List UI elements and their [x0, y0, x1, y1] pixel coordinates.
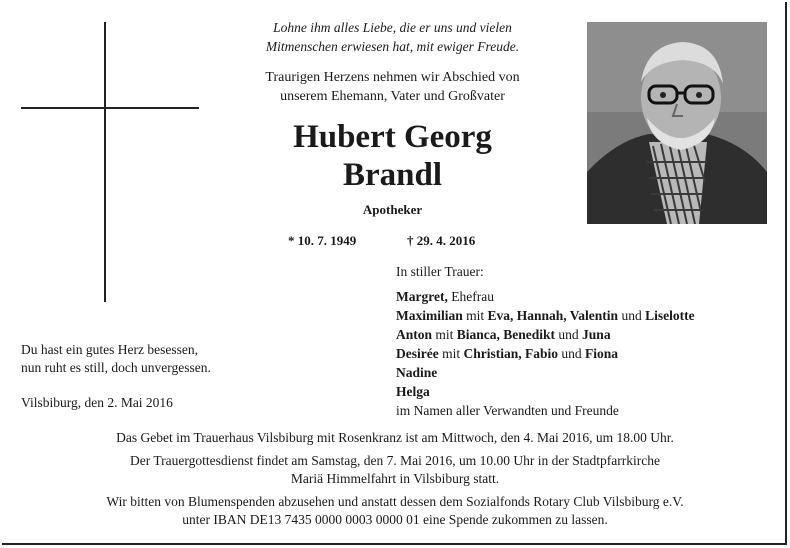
- mourner-row: [396, 382, 781, 401]
- mourner-row: [396, 401, 781, 420]
- mourner-relation-text: und: [618, 308, 646, 323]
- birth-date: * 10. 7. 1949: [288, 233, 357, 248]
- mourners-label: In stiller Trauer:: [396, 264, 484, 279]
- intro-line: Traurigen Herzens nehmen wir Abschied von: [265, 70, 520, 85]
- mourner-name: Helga: [396, 384, 430, 399]
- mourner-name: Maximilian: [396, 308, 463, 323]
- cross-icon-horizontal: [21, 107, 199, 109]
- service-notice: [10, 452, 780, 488]
- service-line: Mariä Himmelfahrt in Vilsbiburg statt.: [290, 471, 500, 486]
- mourner-name: Bianca, Benedikt: [456, 327, 556, 342]
- mourner-name: Fiona: [585, 346, 619, 361]
- motto: [215, 18, 570, 56]
- intro-line: unserem Ehemann, Vater und Großvater: [280, 89, 505, 104]
- portrait-image: [587, 22, 767, 224]
- mourner-row: [396, 306, 781, 325]
- motto-line: Lohne ihm alles Liebe, die er uns und vielen: [273, 20, 512, 35]
- deceased-name: [215, 118, 570, 194]
- cross-icon-vertical: [104, 22, 106, 302]
- mourner-relation-text: Ehefrau: [447, 289, 494, 304]
- mourner-relation-text: und: [558, 346, 586, 361]
- portrait-photo: [587, 22, 767, 224]
- motto-line: Mitmenschen erwiesen hat, mit ewiger Freude.: [265, 39, 520, 54]
- donation-line: Wir bitten von Blumenspenden abzusehen und anstatt dessen dem Sozialfonds Rotary Club Vilsbiburg e.V.: [106, 494, 684, 509]
- mourner-relation-text: mit: [462, 308, 488, 323]
- mourner-relation-text: mit: [438, 346, 464, 361]
- verse-line: Du hast ein gutes Herz besessen,: [21, 342, 198, 357]
- mourner-name: Eva, Hannah, Valentin: [487, 308, 619, 323]
- mourner-row: [396, 287, 781, 306]
- mourner-row: [396, 344, 781, 363]
- verse-line: nun ruht es still, doch unvergessen.: [21, 360, 211, 375]
- donation-line: unter IBAN DE13 7435 0000 0003 0000 01 eine Spende zukommen zu lassen.: [182, 512, 608, 527]
- intro-text: [215, 68, 570, 106]
- mourner-name: Desirée: [396, 346, 439, 361]
- mourner-name: Nadine: [396, 365, 438, 380]
- mourner-relation-text: und: [555, 327, 583, 342]
- prayer-notice: Das Gebet im Trauerhaus Vilsbiburg mit Rosenkranz ist am Mittwoch, den 4. Mai 2016, um 18.00 Uhr.: [116, 430, 674, 445]
- place-date: Vilsbiburg, den 2. Mai 2016: [21, 395, 173, 410]
- death-date: † 29. 4. 2016: [407, 233, 476, 248]
- mourner-rows: [396, 287, 781, 420]
- mourner-row: [396, 363, 781, 382]
- mourner-name: Margret,: [396, 289, 448, 304]
- service-line: Der Trauergottesdienst findet am Samstag, den 7. Mai 2016, um 10.00 Uhr in der Stadtpfarrkirche: [130, 453, 660, 468]
- donation-notice: [10, 493, 780, 529]
- mourner-name: Liselotte: [645, 308, 695, 323]
- mourners-list: [396, 262, 781, 420]
- name-line: Hubert Georg: [293, 119, 492, 155]
- mourner-row: [396, 325, 781, 344]
- verse: [21, 341, 211, 377]
- profession: Apotheker: [362, 202, 423, 217]
- mourner-name: Juna: [582, 327, 611, 342]
- mourner-relation-text: mit: [432, 327, 457, 342]
- mourner-relation-text: im Namen aller Verwandten und Freunde: [396, 403, 619, 418]
- name-line: Brandl: [342, 157, 443, 193]
- mourner-name: Christian, Fabio: [463, 346, 559, 361]
- mourner-name: Anton: [396, 327, 433, 342]
